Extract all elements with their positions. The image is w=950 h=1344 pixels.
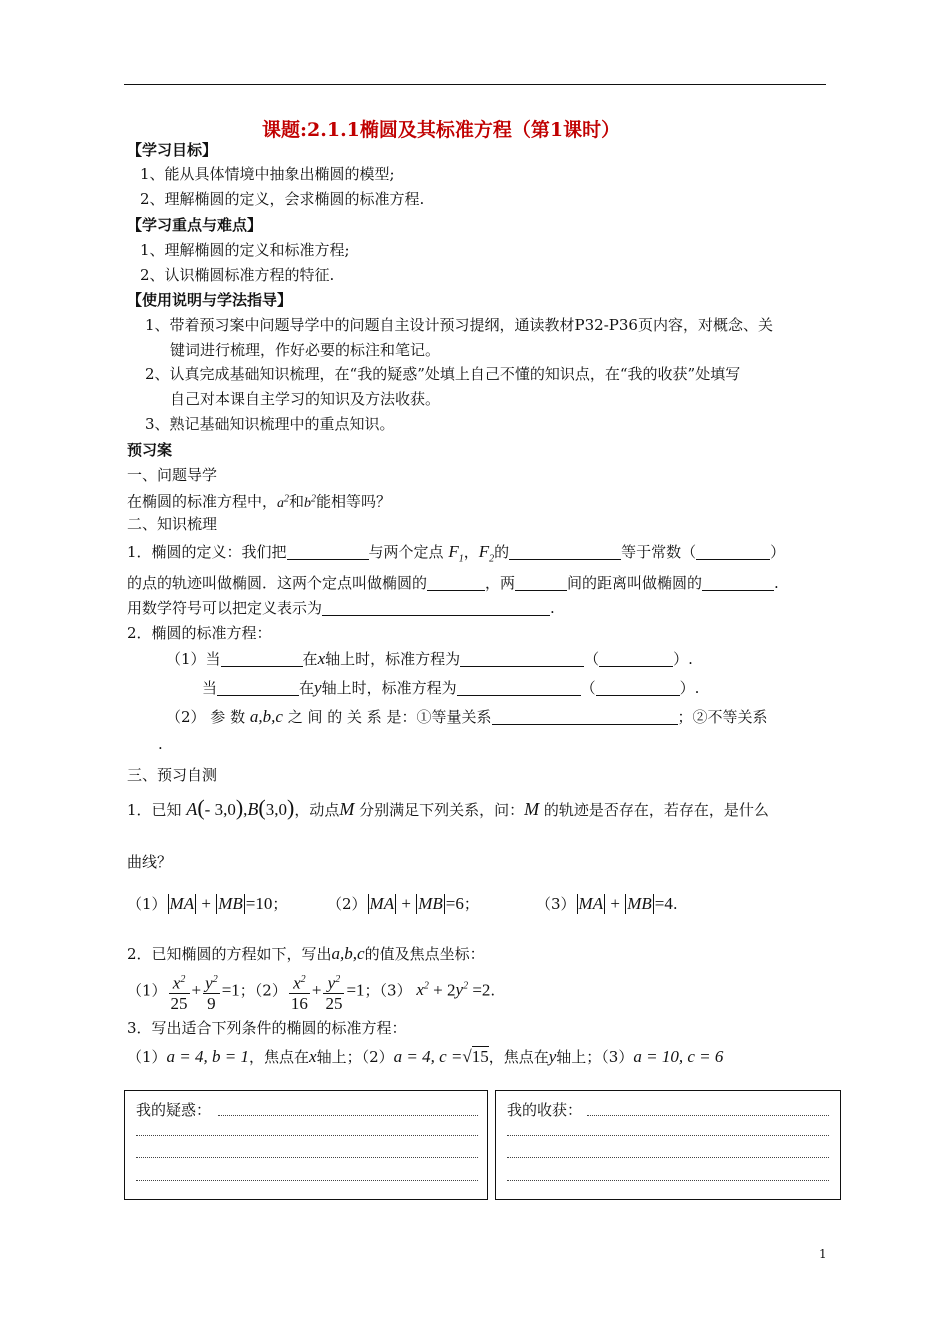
gains-line <box>587 1115 829 1116</box>
guide-item-1-line-2: 键词进行梳理，作好必要的标注和笔记。 <box>170 341 441 359</box>
standard-eq-x: （1）当 在x轴上时，标准方程为 （ ）. <box>166 649 693 668</box>
section-knowledge: 二、知识梳理 <box>127 515 218 533</box>
section-problem-guide: 一、问题导学 <box>127 466 218 484</box>
doubts-line <box>136 1135 478 1136</box>
question-line: 在椭圆的标准方程中，$a^2$和$b^2$能相等吗？ <box>127 492 392 511</box>
definition-line-2: 的点的轨迹叫做椭圆．这两个定点叫做椭圆的 ，两 间的距离叫做椭圆的 . <box>127 574 779 592</box>
parameter-relation-end: . <box>158 735 163 753</box>
doubts-line <box>136 1180 478 1181</box>
test-1-option-1: （1） MA + MB =10； <box>127 894 288 913</box>
guide-item-2-line-1: 2、认真完成基础知识梳理，在“我的疑惑”处填上自己不懂的知识点，在“我的收获”处填写 <box>145 365 741 383</box>
test-1-option-3: （3） MA + MB =4. <box>536 894 678 913</box>
gains-line <box>507 1180 829 1181</box>
test-1-line-1: 1．已知 A(- 3,0),B(3,0)，动点M 分别满足下列关系，问：M 的轨迹是否存在，若存在，是什么 <box>127 795 769 820</box>
doubts-line <box>218 1115 478 1116</box>
test-3-conditions: （1）a = 4, b = 1，焦点在x轴上；（2）a = 4, c =√15，焦点在y轴上；（3）a = 10, c = 6 <box>127 1047 724 1066</box>
doubts-label: 我的疑惑： <box>136 1101 212 1119</box>
guide-item-3: 3、熟记基础知识梳理中的重点知识。 <box>145 415 395 433</box>
test-1-line-2: 曲线？ <box>127 853 173 871</box>
guide-item-2-line-2: 自己对本课自主学习的知识及方法收获。 <box>170 390 441 408</box>
standard-eq-y: 当 在y轴上时，标准方程为 （ ）. <box>202 678 700 697</box>
parameter-relation: （2） 参 数 a,b,c 之 间 的 关 系 是：①等量关系 ；②不等关系 <box>166 707 768 726</box>
page-number: 1 <box>819 1247 827 1261</box>
test-2-equations: （1） $\frac{x^2}{25}$ + $\frac{y^2}{9}$ =1；（2） $\frac{x^2}{16}$ + $\frac{y^2}{25}$ =1；（3） $x^2 + 2y^2 =2$. <box>127 970 495 1013</box>
test-1-option-2: （2） MA + MB =6； <box>327 894 479 913</box>
gains-line <box>507 1157 829 1158</box>
definition-line-1: 1．椭圆的定义：我们把 与两个定点 $F_1$，$F_2$的 等于常数（ ） <box>127 542 786 565</box>
keypoint-item: 1、理解椭圆的定义和标准方程; <box>140 241 350 259</box>
goal-item: 1、能从具体情境中抽象出椭圆的模型; <box>140 165 395 183</box>
standard-eq-heading: 2．椭圆的标准方程： <box>127 624 272 642</box>
keypoint-item: 2、认识椭圆标准方程的特征. <box>140 266 335 284</box>
page-title: 课题:2.1.1椭圆及其标准方程（第1课时） <box>262 119 621 141</box>
preview-heading: 预习案 <box>127 441 173 459</box>
section-self-test: 三、预习自测 <box>127 766 218 784</box>
keypoints-heading: 【学习重点与难点】 <box>127 216 263 234</box>
guide-item-1-line-1: 1、带着预习案中问题导学中的问题自主设计预习提纲，通读教材P32-P36页内容，对概念、关 <box>145 316 773 334</box>
gains-label: 我的收获： <box>507 1101 583 1119</box>
goals-heading: 【学习目标】 <box>127 141 218 159</box>
guide-heading: 【使用说明与学法指导】 <box>127 291 293 309</box>
doubts-line <box>136 1157 478 1158</box>
definition-line-3: 用数学符号可以把定义表示为 . <box>127 599 555 617</box>
test-2-line: 2．已知椭圆的方程如下，写出a,b,c的值及焦点坐标： <box>127 944 485 963</box>
header-rule <box>124 84 826 85</box>
goal-item: 2、理解椭圆的定义，会求椭圆的标准方程. <box>140 190 425 208</box>
test-3-heading: 3．写出适合下列条件的椭圆的标准方程： <box>127 1019 407 1037</box>
gains-line <box>507 1135 829 1136</box>
